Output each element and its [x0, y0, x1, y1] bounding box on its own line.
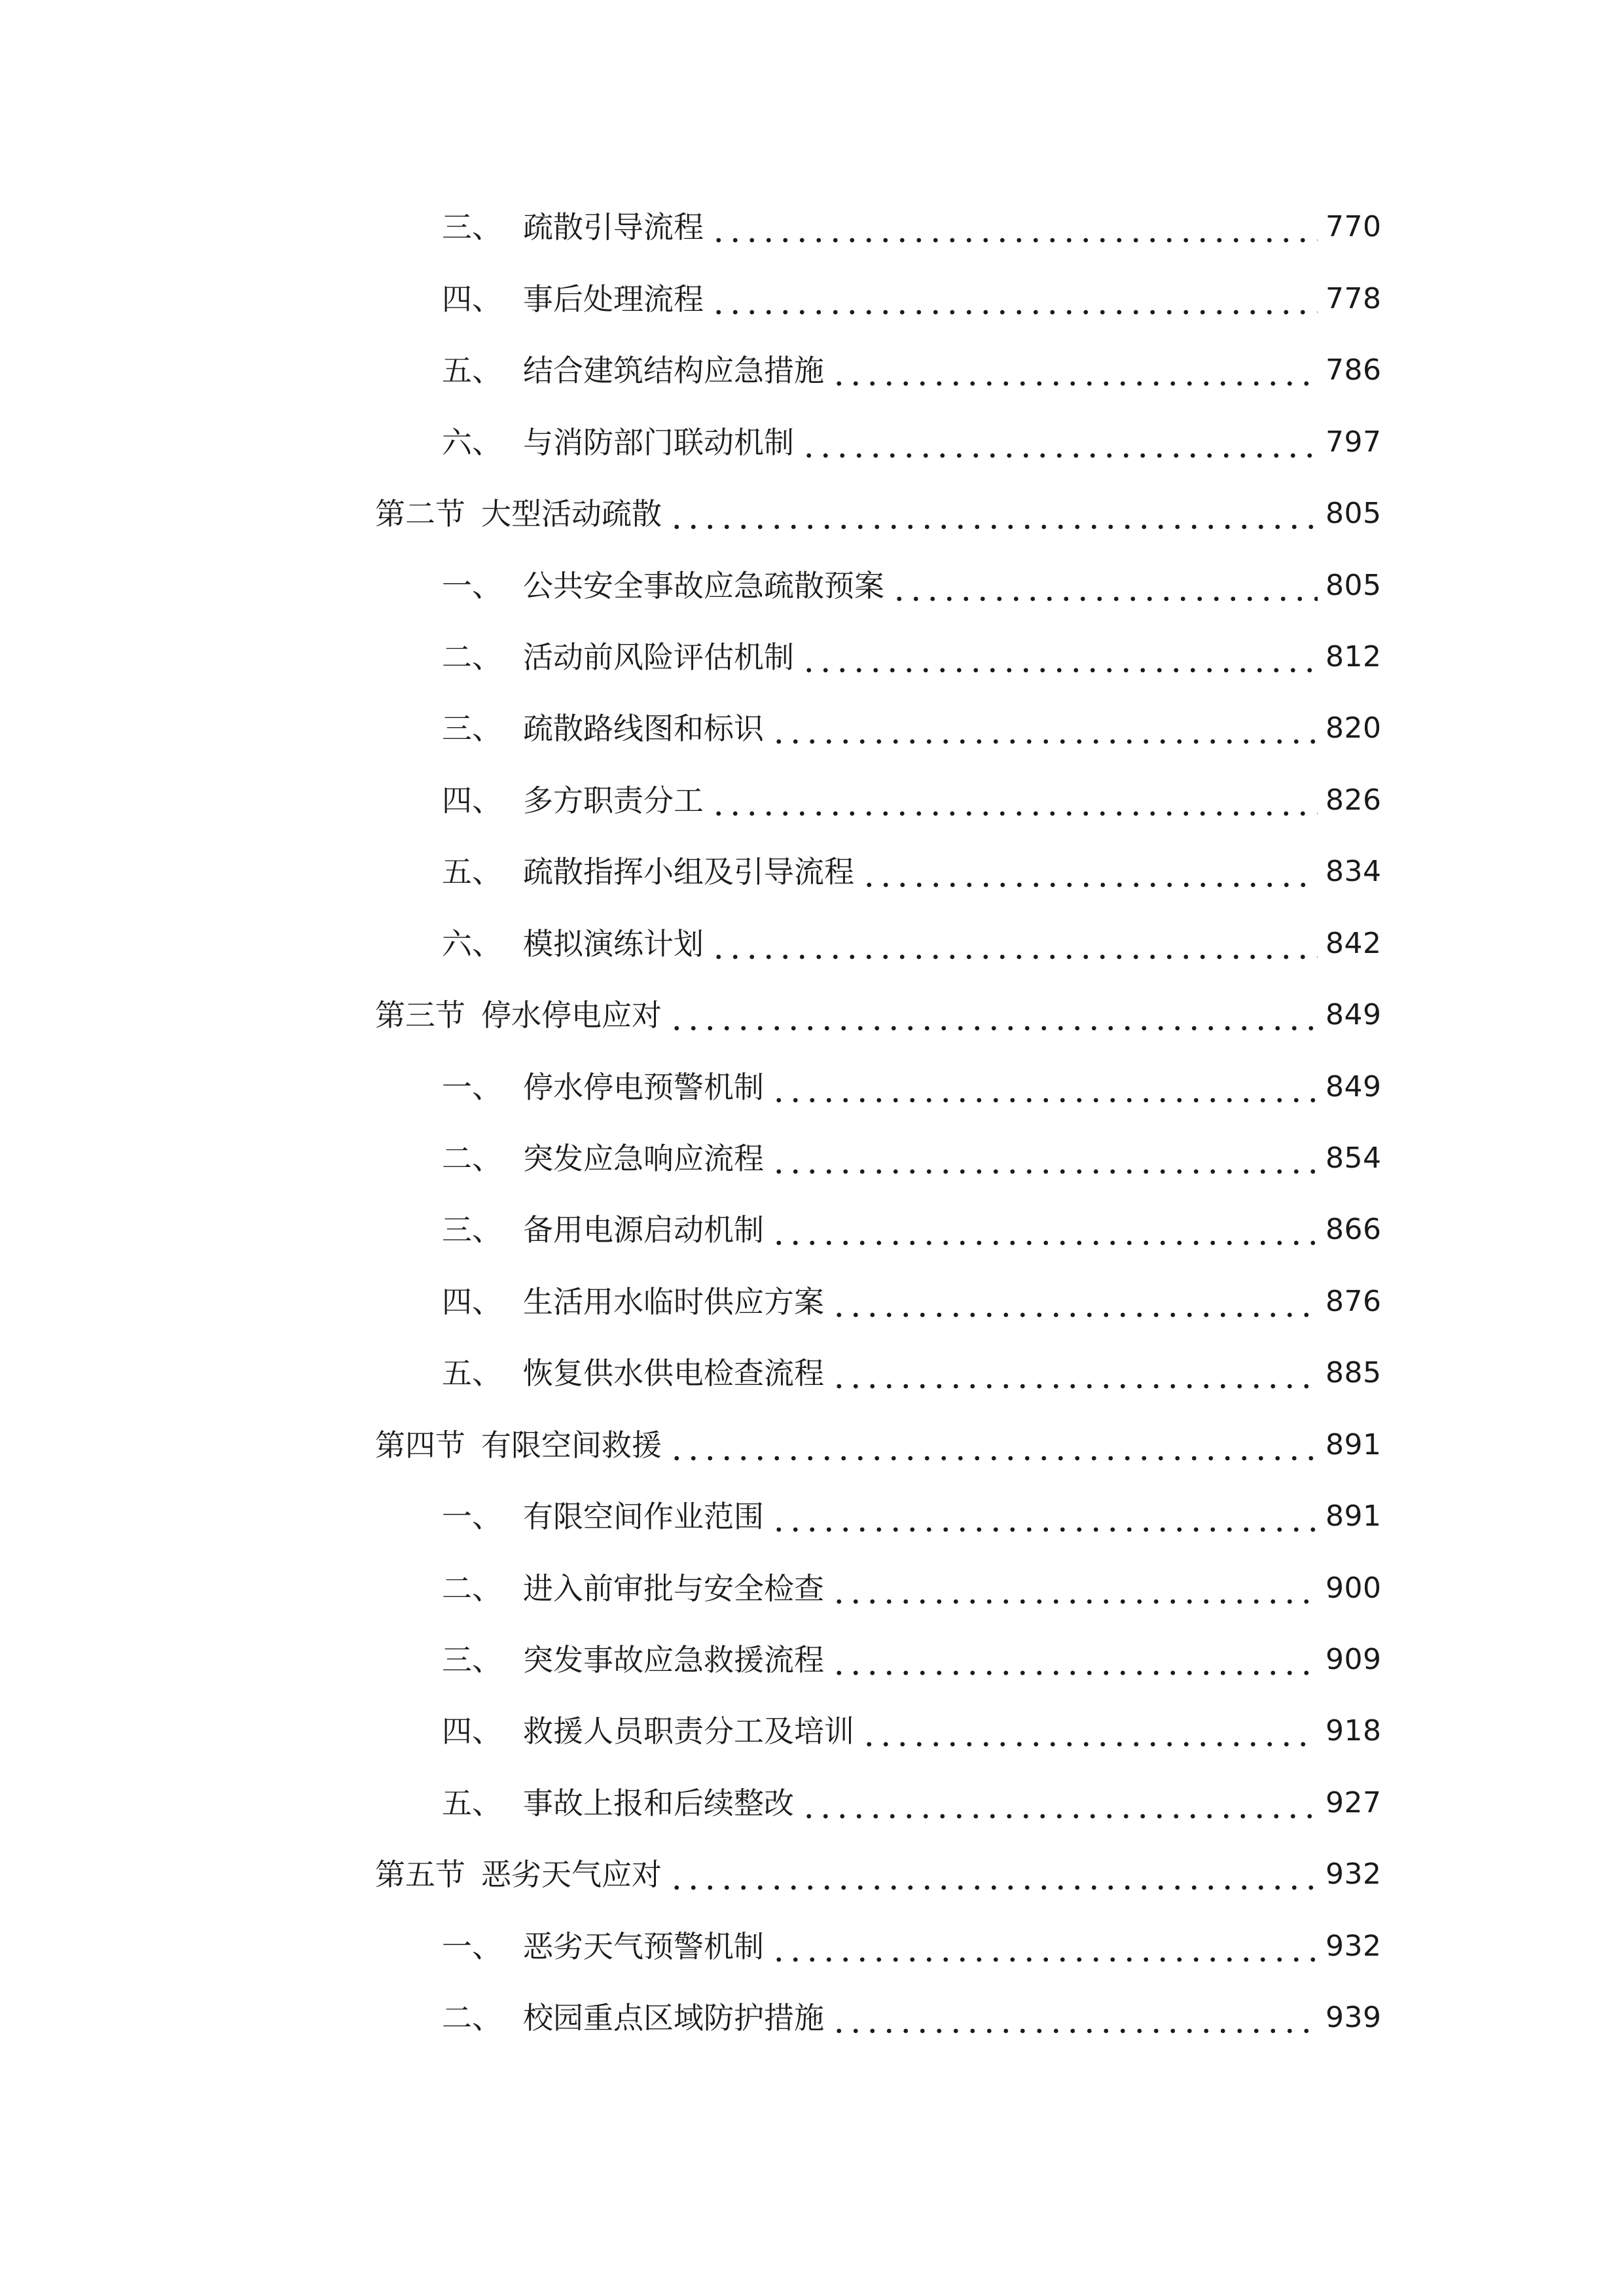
entry-number: 三、	[442, 711, 502, 746]
dot-leader	[770, 1061, 1318, 1113]
entry-number: 二、	[442, 639, 502, 675]
page-number: 849	[1326, 998, 1382, 1031]
page-number: 932	[1326, 1929, 1382, 1963]
toc-entry-item[interactable]	[442, 560, 1382, 612]
page-number: 826	[1326, 783, 1382, 817]
dot-leader	[831, 1347, 1318, 1399]
page-number: 805	[1326, 569, 1382, 602]
entry-number: 二、	[442, 1571, 502, 1606]
dot-leader	[668, 1848, 1318, 1901]
dot-leader	[770, 1132, 1318, 1185]
entry-title: 事后处理流程	[523, 281, 704, 317]
dot-leader	[668, 488, 1318, 540]
dot-leader	[801, 416, 1318, 469]
dot-leader	[710, 201, 1318, 253]
dot-leader	[831, 1276, 1318, 1328]
toc-entry-item[interactable]	[442, 1705, 1382, 1757]
dot-leader	[710, 774, 1318, 827]
section-number: 第五节	[375, 1857, 465, 1892]
entry-number: 四、	[442, 1713, 502, 1749]
entry-title: 校园重点区域防护措施	[523, 2000, 824, 2036]
page-number: 885	[1326, 1356, 1382, 1390]
dot-leader	[668, 1419, 1318, 1471]
page-number: 820	[1326, 711, 1382, 745]
entry-title: 救援人员职责分工及培训	[523, 1713, 854, 1749]
entry-title: 突发应急响应流程	[523, 1141, 764, 1176]
dot-leader	[831, 1634, 1318, 1686]
dot-leader	[668, 989, 1318, 1041]
page-number: 797	[1326, 425, 1382, 459]
dot-leader	[770, 1490, 1318, 1543]
dot-leader	[770, 1204, 1318, 1256]
entry-title: 与消防部门联动机制	[523, 425, 794, 460]
dot-leader	[861, 846, 1318, 898]
page-number: 770	[1326, 210, 1382, 243]
toc-entry-section[interactable]	[375, 1848, 1382, 1901]
section-number: 第三节	[375, 997, 465, 1033]
entry-title: 疏散引导流程	[523, 209, 704, 245]
entry-title: 结合建筑结构应急措施	[523, 353, 824, 388]
section-number: 第二节	[375, 496, 465, 531]
toc-entry-item[interactable]	[442, 201, 1382, 253]
toc-entry-item[interactable]	[442, 1490, 1382, 1543]
entry-number: 五、	[442, 1785, 502, 1821]
entry-title: 有限空间作业范围	[523, 1499, 764, 1534]
entry-title: 恢复供水供电检查流程	[523, 1355, 824, 1391]
entry-title: 多方职责分工	[523, 783, 704, 818]
toc-entry-item[interactable]	[442, 1992, 1382, 2044]
toc-entry-section[interactable]	[375, 1419, 1382, 1471]
entry-number: 六、	[442, 926, 502, 961]
entry-number: 四、	[442, 281, 502, 317]
section-title: 有限空间救援	[481, 1427, 662, 1463]
dot-leader	[801, 631, 1318, 683]
section-title: 大型活动疏散	[481, 496, 662, 531]
toc-entry-item[interactable]	[442, 918, 1382, 970]
entry-number: 二、	[442, 1141, 502, 1176]
entry-title: 备用电源启动机制	[523, 1212, 764, 1247]
page-number: 786	[1326, 353, 1382, 387]
entry-title: 进入前审批与安全检查	[523, 1571, 824, 1606]
page-number: 842	[1326, 927, 1382, 960]
page-number: 778	[1326, 282, 1382, 315]
entry-title: 恶劣天气预警机制	[523, 1929, 764, 1964]
section-title: 恶劣天气应对	[481, 1857, 662, 1892]
entry-number: 三、	[442, 1642, 502, 1677]
entry-number: 一、	[442, 568, 502, 603]
toc-entry-item[interactable]	[442, 1777, 1382, 1829]
page-number: 900	[1326, 1571, 1382, 1605]
entry-title: 疏散路线图和标识	[523, 711, 764, 746]
dot-leader	[861, 1705, 1318, 1757]
entry-number: 三、	[442, 1212, 502, 1247]
entry-title: 事故上报和后续整改	[523, 1785, 794, 1821]
entry-title: 模拟演练计划	[523, 926, 704, 961]
toc-entry-section[interactable]	[375, 488, 1382, 540]
page-number: 918	[1326, 1714, 1382, 1748]
toc-entry-item[interactable]	[442, 702, 1382, 755]
toc-entry-item[interactable]	[442, 631, 1382, 683]
dot-leader	[770, 702, 1318, 755]
dot-leader	[831, 1562, 1318, 1615]
entry-number: 一、	[442, 1499, 502, 1534]
entry-number: 五、	[442, 854, 502, 889]
page-number: 834	[1326, 855, 1382, 888]
toc-entry-item[interactable]	[442, 1920, 1382, 1973]
entry-number: 四、	[442, 1284, 502, 1319]
entry-number: 五、	[442, 353, 502, 388]
entry-number: 六、	[442, 425, 502, 460]
dot-leader	[770, 1920, 1318, 1973]
toc-entry-item[interactable]	[442, 846, 1382, 898]
entry-title: 疏散指挥小组及引导流程	[523, 854, 854, 889]
dot-leader	[801, 1777, 1318, 1829]
toc-entry-item[interactable]	[442, 774, 1382, 827]
page-number: 939	[1326, 2001, 1382, 2034]
page-number: 891	[1326, 1428, 1382, 1462]
dot-leader	[831, 1992, 1318, 2044]
dot-leader	[710, 273, 1318, 325]
page-number: 812	[1326, 640, 1382, 673]
entry-title: 公共安全事故应急疏散预案	[523, 568, 884, 603]
page-number: 849	[1326, 1070, 1382, 1103]
entry-number: 二、	[442, 2000, 502, 2036]
toc-entry-item[interactable]	[442, 344, 1382, 397]
entry-number: 五、	[442, 1355, 502, 1391]
page-number: 891	[1326, 1499, 1382, 1533]
toc-entry-item[interactable]	[442, 1061, 1382, 1113]
toc-entry-item[interactable]	[442, 1634, 1382, 1686]
entry-title: 生活用水临时供应方案	[523, 1284, 824, 1319]
page-number: 876	[1326, 1285, 1382, 1318]
entry-number: 一、	[442, 1069, 502, 1105]
page-number: 927	[1326, 1786, 1382, 1820]
page-number: 805	[1326, 497, 1382, 530]
section-title: 停水停电应对	[481, 997, 662, 1033]
dot-leader	[710, 918, 1318, 970]
entry-title: 活动前风险评估机制	[523, 639, 794, 675]
toc-entry-item[interactable]	[442, 1562, 1382, 1615]
page-number: 932	[1326, 1857, 1382, 1891]
page-number: 866	[1326, 1213, 1382, 1246]
entry-title: 突发事故应急救援流程	[523, 1642, 824, 1677]
entry-number: 一、	[442, 1929, 502, 1964]
toc-entry-item[interactable]	[442, 1132, 1382, 1185]
entry-title: 停水停电预警机制	[523, 1069, 764, 1105]
toc-entry-section[interactable]	[375, 989, 1382, 1041]
dot-leader	[891, 560, 1318, 612]
toc-entry-item[interactable]	[442, 1347, 1382, 1399]
section-number: 第四节	[375, 1427, 465, 1463]
toc-entry-item[interactable]	[442, 1276, 1382, 1328]
entry-number: 三、	[442, 209, 502, 245]
page-number: 909	[1326, 1643, 1382, 1676]
entry-number: 四、	[442, 783, 502, 818]
toc-entry-item[interactable]	[442, 273, 1382, 325]
toc-entry-item[interactable]	[442, 416, 1382, 469]
dot-leader	[831, 344, 1318, 397]
toc-entry-item[interactable]	[442, 1204, 1382, 1256]
page-number: 854	[1326, 1141, 1382, 1175]
